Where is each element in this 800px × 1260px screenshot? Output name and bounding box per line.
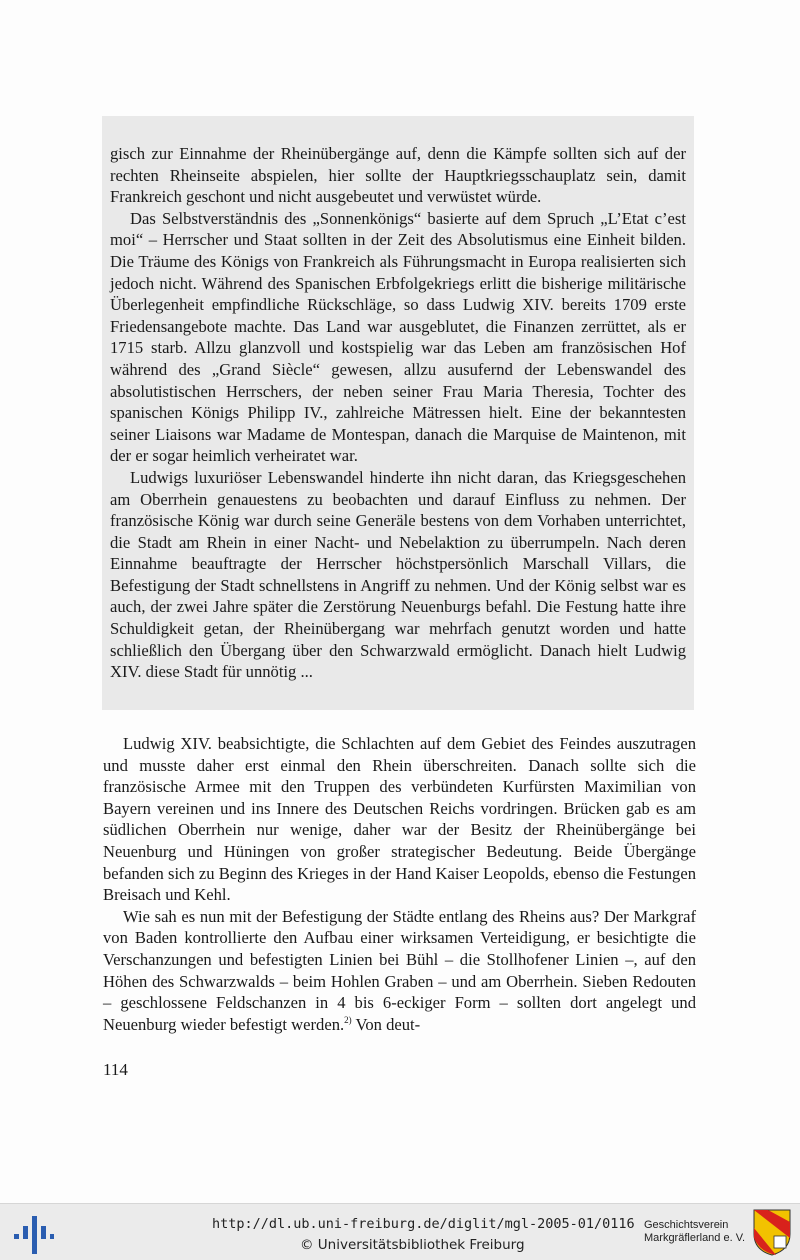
copyright-notice: © Universitätsbibliothek Freiburg <box>300 1237 525 1253</box>
viewer-footer <box>0 1203 800 1260</box>
society-name-line: Markgräflerland e. V. <box>644 1232 746 1244</box>
permalink-url[interactable]: http://dl.ub.uni-freiburg.de/diglit/mgl-2005-01/0116 <box>212 1216 635 1232</box>
society-name-line: Geschichtsverein <box>644 1219 729 1231</box>
body-paragraph <box>103 906 696 1036</box>
body-text <box>103 733 696 1035</box>
society-name <box>644 1219 745 1245</box>
coat-of-arms-icon <box>752 1208 792 1256</box>
page-number: 114 <box>103 1060 128 1079</box>
body-paragraph-text: Von deut- <box>351 1014 421 1034</box>
quote-paragraph: gisch zur Einnahme der Rheinübergänge auf, denn die Kämpfe sollten sich auf der rechten Rheinseite abspielen, hier sollte der Hauptkriegsschauplatz sein, damit Frankreich geschont und nicht ausgebeutet und verwüstet würde. <box>110 144 686 207</box>
library-logo-icon[interactable] <box>12 1212 56 1256</box>
body-paragraph-text: Wie sah es nun mit der Befestigung der Städte entlang des Rheins aus? Der Markgraf von Baden kontrollierte den Aufbau einer wirksamen Verteidigung, er besichtigte die Verschanzungen und befestigten Linien bei Bühl – die Stollhofener Linien –, auf den Höhen des Schwarzwalds – beim Hohlen Graben – und am Oberrhein. Sieben Redouten – geschlossene Feldschanzen in 4 bis 6-eckiger Form – sollten dort angelegt und Neuenburg wieder befestigt werden. <box>103 906 696 1034</box>
quote-paragraph: Das Selbstverständnis des „Sonnenkönigs“ basierte auf dem Spruch „L’Etat c’est moi“ – Herrscher und Staat sollten in der Zeit des Absolutismus eine Einheit bilden. Die Träume des Königs von Frankreich als Führungsmacht in Europa realisierten sich jedoch nicht. Während des Spanischen Erbfolgekriegs erlitt die bisherige militärische Überlegenheit empfindliche Rückschläge, so dass Ludwig XIV. bereits 1709 erste Friedensangebote machte. Das Land war ausgeblutet, die Finanzen zerrüttet, als er 1715 starb. Allzu glanzvoll und kostspielig war das Leben am französischen Hof während des „Grand Siècle“ gewesen, allzu ausufernd der Lebenswandel des absolutistischen Herrschers, der neben seiner Frau Maria Theresia, Tochter des spanischen Königs Philipp IV., zahlreiche Mätressen hielt. Eine der bekanntesten seiner Liaisons war Madame de Montespan, danach die Marquise de Maintenon, mit der er sogar heimlich verheiratet war. <box>110 208 686 466</box>
quote-paragraph: Ludwigs luxuriöser Lebenswandel hinderte ihn nicht daran, das Kriegsgeschehen am Oberrhein genauestens zu beobachten und darauf Einfluss zu nehmen. Der französische König war durch seine Generäle bestens von dem Vorhaben unterrichtet, die Stadt am Rhein in einer Nacht- und Nebelaktion zu überrumpeln. Nach deren Einnahme beauftragte der Herrscher höchstpersönlich Marschall Villars, die Befestigung der Stadt schnellstens in Angriff zu nehmen. Und der König selbst war es auch, der zwei Jahre später die Zerstörung Neuenburgs befahl. Die Festung hatte ihre Schuldigkeit getan, der Rheinübergang war mehrfach genutzt worden und hatte schließlich den Übergang über den Schwarzwald ermöglicht. Danach hielt Ludwig XIV. diese Stadt für unnötig ... <box>110 467 686 682</box>
body-paragraph: Ludwig XIV. beabsichtigte, die Schlachten auf dem Gebiet des Feindes auszutragen und musste daher erst einmal den Rhein überschreiten. Danach sollte sich die französische Armee mit den Truppen des verbündeten Kurfürsten Maximilian von Bayern vereinen und ins Innere des Deutschen Reichs vordringen. Brücken gab es am südlichen Oberrhein nur wenige, daher war der Besitz der Rheinübergänge bei Neuenburg und Hüningen von großer strategischer Bedeutung. Beide Übergänge befanden sich zu Beginn des Krieges in der Hand Kaiser Leopolds, ebenso die Festungen Breisach und Kehl. <box>103 734 696 905</box>
footnote-marker[interactable]: 2) <box>344 1014 352 1025</box>
quote-box-text <box>110 143 686 683</box>
